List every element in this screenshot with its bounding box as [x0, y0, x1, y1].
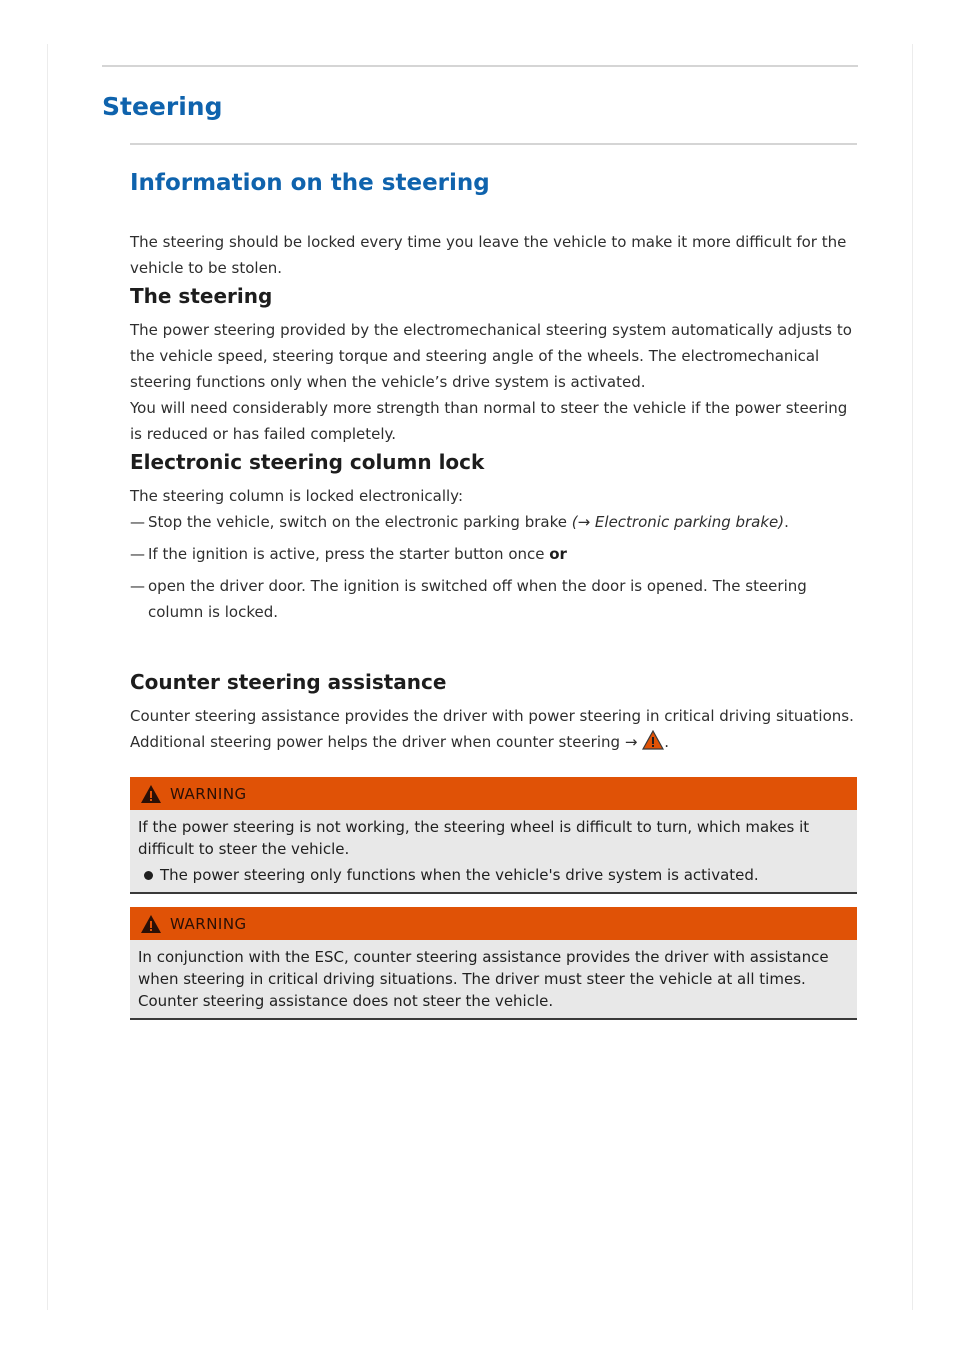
- bullet-icon: [144, 871, 153, 880]
- cross-reference-link[interactable]: (→ Electronic parking brake): [571, 513, 785, 531]
- left-margin-line: [47, 44, 48, 1310]
- warning-bullet-text: The power steering only functions when the vehicle's drive system is activated.: [160, 866, 759, 884]
- column-lock-steps: [130, 509, 857, 625]
- list-item: [130, 509, 857, 535]
- list-item-emphasis: or: [549, 545, 567, 563]
- dash-marker: —: [130, 577, 145, 595]
- warning-header: [130, 907, 857, 940]
- warning-label: WARNING: [170, 784, 247, 803]
- arrow-icon: →: [624, 733, 638, 751]
- dash-marker: —: [130, 545, 145, 563]
- column-lock-heading: Electronic steering column lock: [130, 450, 485, 474]
- warning-body: [130, 810, 857, 892]
- warning-text: If the power steering is not working, the steering wheel is difficult to turn, which makes it difficult to steer the vehicle.: [138, 818, 810, 858]
- warning-box-2: [130, 907, 857, 1020]
- list-item: [130, 541, 857, 567]
- warning-bullets: [138, 864, 849, 886]
- counter-paragraph-2-text: Additional steering power helps the driver when counter steering: [130, 733, 625, 751]
- counter-paragraph-2: [130, 729, 857, 758]
- section-divider: [130, 143, 857, 145]
- warning-text: In conjunction with the ESC, counter steering assistance provides the driver with assistance when steering in critical driving situations. The driver must steer the vehicle at all times. Counter steering assistance does not steer the vehicle.: [138, 948, 829, 1010]
- dash-marker: —: [130, 513, 145, 531]
- list-item-tail: .: [784, 513, 789, 531]
- warning-box-1: [130, 777, 857, 894]
- chapter-title: Steering: [102, 92, 223, 121]
- list-item: [142, 864, 849, 886]
- list-item-text: Stop the vehicle, switch on the electronic parking brake: [148, 513, 572, 531]
- warning-label: WARNING: [170, 914, 247, 933]
- list-item: [130, 573, 857, 625]
- warning-body: [130, 940, 857, 1018]
- steering-paragraph-2: You will need considerably more strength than normal to steer the vehicle if the power steering is reduced or has failed completely.: [130, 399, 848, 443]
- main-content: [130, 166, 857, 1033]
- section-title: Information on the steering: [130, 170, 490, 196]
- list-item-text: If the ignition is active, press the starter button once: [148, 545, 550, 563]
- right-margin-line: [912, 44, 913, 1310]
- warning-triangle-icon: [140, 914, 162, 934]
- steering-paragraph-1: The power steering provided by the electromechanical steering system automatically adjusts to the vehicle speed, steering torque and steering angle of the wheels. The electromechanical steering functions only when the vehicle’s drive system is activated.: [130, 321, 852, 391]
- counter-paragraph-1: Counter steering assistance provides the driver with power steering in critical driving situations.: [130, 707, 854, 725]
- counter-paragraph-2-tail: .: [664, 733, 669, 751]
- top-divider: [102, 65, 858, 67]
- intro-paragraph: The steering should be locked every time you leave the vehicle to make it more difficult for the vehicle to be stolen.: [130, 233, 847, 277]
- column-lock-intro: The steering column is locked electronically:: [130, 487, 464, 505]
- warning-triangle-icon[interactable]: [642, 730, 664, 758]
- warning-triangle-icon: [140, 784, 162, 804]
- warning-header: [130, 777, 857, 810]
- steering-heading: The steering: [130, 284, 273, 308]
- list-item-text: open the driver door. The ignition is switched off when the door is opened. The steering column is locked.: [148, 577, 807, 621]
- counter-steering-heading: Counter steering assistance: [130, 670, 447, 694]
